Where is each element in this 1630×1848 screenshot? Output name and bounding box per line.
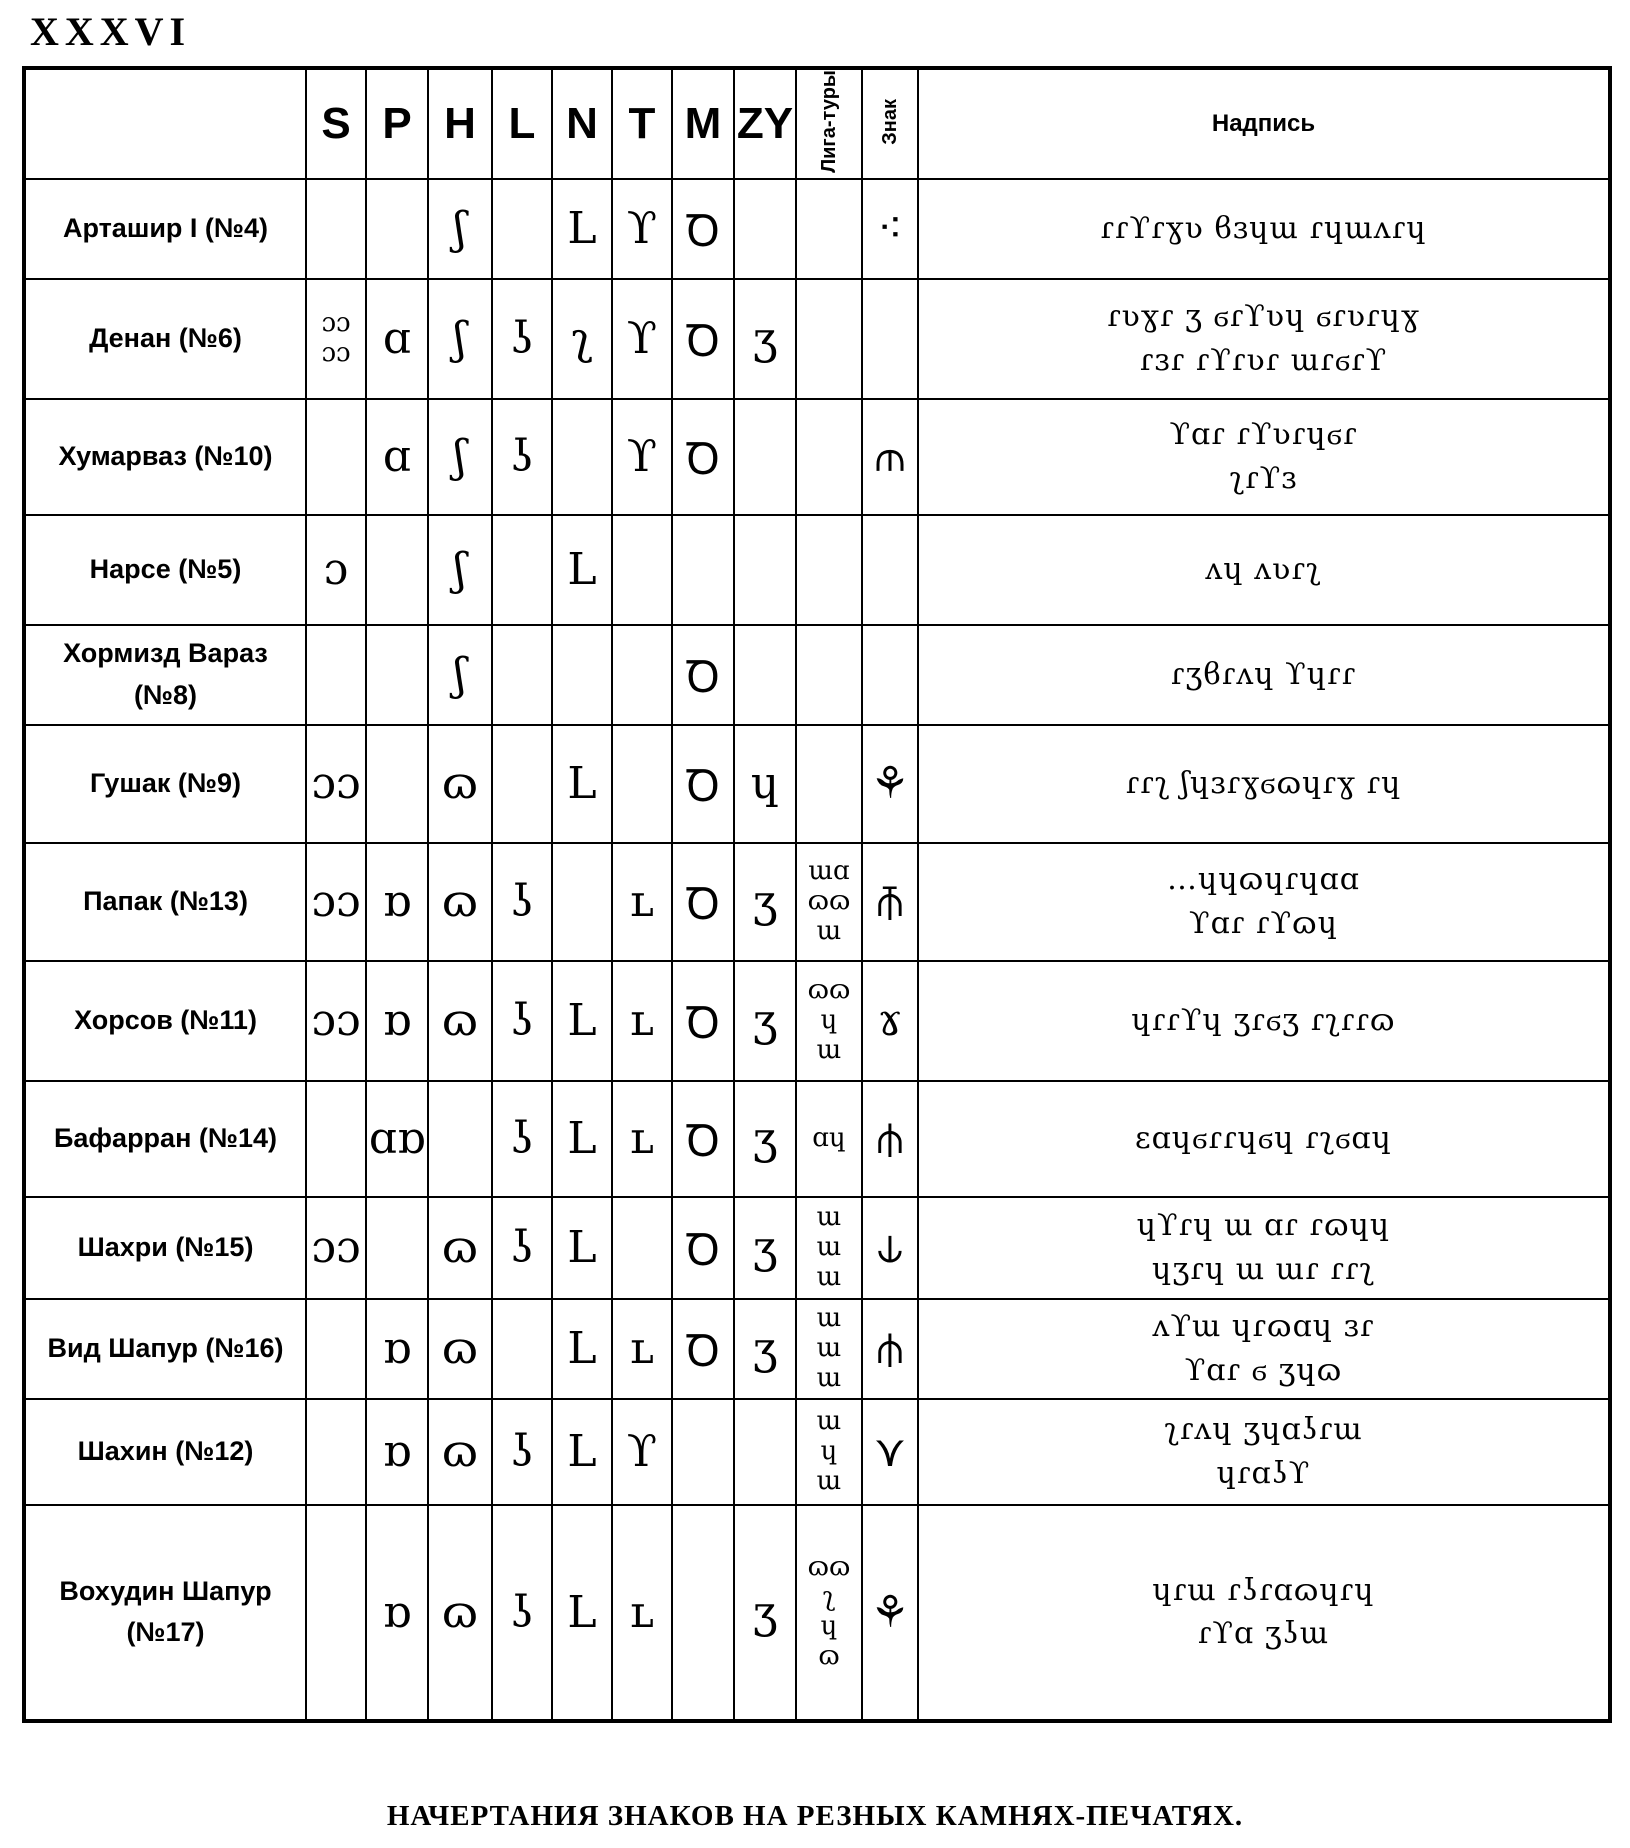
glyph-t: ʟ xyxy=(612,1299,672,1399)
header-s: S xyxy=(306,68,366,179)
glyph-m: Ꝺ xyxy=(672,625,734,725)
sign-cell: ⁖ xyxy=(862,179,918,279)
glyph-zy: ɥ xyxy=(734,725,796,843)
glyph-h: ʃ xyxy=(428,179,492,279)
inscription-cell: ϒɑɾ ɾϒʋɾɥϭɾ ʅɾϒɜ xyxy=(918,399,1610,515)
ruler-name: Вид Шапур (№16) xyxy=(24,1299,306,1399)
glyph-m: Ꝺ xyxy=(672,179,734,279)
glyph-zy: ʒ xyxy=(734,843,796,961)
glyph-l xyxy=(492,515,552,625)
glyph-n xyxy=(552,399,612,515)
glyph-s xyxy=(306,1399,366,1505)
table-row xyxy=(24,843,1610,961)
glyph-p xyxy=(366,179,428,279)
glyph-n: L xyxy=(552,1081,612,1197)
glyph-s: ɔɔ xyxy=(306,961,366,1081)
ruler-name: Гушак (№9) xyxy=(24,725,306,843)
glyph-p: ɒ xyxy=(366,1299,428,1399)
glyph-n: L xyxy=(552,515,612,625)
glyph-l: ʖ xyxy=(492,1505,552,1721)
ligatures-cell: ɯ ɥ ɯ xyxy=(796,1399,862,1505)
glyph-h: ɷ xyxy=(428,1299,492,1399)
inscription-cell: ɾʒϐɾʌɥ ϒɥɾɾ xyxy=(918,625,1610,725)
table-row xyxy=(24,625,1610,725)
ruler-name: Вохудин Шапур (№17) xyxy=(24,1505,306,1721)
glyph-m xyxy=(672,1399,734,1505)
glyph-s xyxy=(306,625,366,725)
glyph-t: ϒ xyxy=(612,399,672,515)
glyph-p: ɒ xyxy=(366,961,428,1081)
glyph-zy: ʒ xyxy=(734,1505,796,1721)
caption: НАЧЕРТАНИЯ ЗНАКОВ НА РЕЗНЫХ КАМНЯХ-ПЕЧАТЯХ. xyxy=(386,1800,1244,1832)
glyph-zy xyxy=(734,179,796,279)
glyph-h: ɷ xyxy=(428,1399,492,1505)
sign-cell: ⚘ xyxy=(862,725,918,843)
glyph-s xyxy=(306,179,366,279)
table-row xyxy=(24,279,1610,399)
ruler-name: Шахин (№12) xyxy=(24,1399,306,1505)
glyph-p xyxy=(366,1197,428,1299)
inscription-cell: ɥɾɾϒɥ ʒɾϭʒ ɾʅɾɾɷ xyxy=(918,961,1610,1081)
glyph-p xyxy=(366,515,428,625)
ruler-name: Хумарваз (№10) xyxy=(24,399,306,515)
ligatures-cell xyxy=(796,279,862,399)
inscription-cell: ɛɑɥϭɾɾɥϭɥ ɾʅϭɑɥ xyxy=(918,1081,1610,1197)
glyph-h: ɷ xyxy=(428,961,492,1081)
ligatures-cell xyxy=(796,179,862,279)
glyph-m: Ꝺ xyxy=(672,843,734,961)
header-zy: ZY xyxy=(734,68,796,179)
glyph-h: ʃ xyxy=(428,399,492,515)
ruler-name: Хорсов (№11) xyxy=(24,961,306,1081)
ligatures-cell: ɯɑ ɷɷ ɯ xyxy=(796,843,862,961)
ligatures-cell xyxy=(796,625,862,725)
glyph-s: ɔɔ xyxy=(306,725,366,843)
glyph-l xyxy=(492,1299,552,1399)
glyph-t xyxy=(612,1197,672,1299)
ruler-name: Хормизд Вараз (№8) xyxy=(24,625,306,725)
glyph-zy: ʒ xyxy=(734,279,796,399)
glyph-l xyxy=(492,725,552,843)
inscription-cell: ɾɾϒɾɣʋ ϐɜɥɯ ɾɥɯʌɾɥ xyxy=(918,179,1610,279)
ligatures-cell xyxy=(796,515,862,625)
glyph-n xyxy=(552,625,612,725)
glyph-h: ʃ xyxy=(428,625,492,725)
glyph-n: L xyxy=(552,961,612,1081)
glyph-l: ʖ xyxy=(492,1399,552,1505)
header-p: P xyxy=(366,68,428,179)
glyph-t: ʟ xyxy=(612,1081,672,1197)
glyph-h: ɷ xyxy=(428,725,492,843)
glyph-zy: ʒ xyxy=(734,961,796,1081)
header-m: M xyxy=(672,68,734,179)
glyph-s xyxy=(306,1081,366,1197)
ligatures-cell: ɯ ɯ ɯ xyxy=(796,1299,862,1399)
table-row xyxy=(24,1197,1610,1299)
glyph-m: Ꝺ xyxy=(672,1081,734,1197)
table-row xyxy=(24,1081,1610,1197)
table-row xyxy=(24,1505,1610,1721)
inscription-cell: ɾɾʅ ʃɥɜɾɣϭɷɥɾɣ ɾɥ xyxy=(918,725,1610,843)
glyph-t: ϒ xyxy=(612,279,672,399)
sign-cell: ⫛ xyxy=(862,1081,918,1197)
ruler-name: Арташир I (№4) xyxy=(24,179,306,279)
glyph-zy xyxy=(734,625,796,725)
glyph-s: ɔ xyxy=(306,515,366,625)
glyph-s xyxy=(306,1505,366,1721)
inscription-cell: ʅɾʌɥ ʒɥɑʖɾɯ ɥɾɑʖϒ xyxy=(918,1399,1610,1505)
sign-cell: ⋎ xyxy=(862,1399,918,1505)
glyph-t xyxy=(612,515,672,625)
table-row xyxy=(24,515,1610,625)
glyph-s: ɔɔ ɔɔ xyxy=(306,279,366,399)
glyph-l: ʖ xyxy=(492,961,552,1081)
table-row xyxy=(24,961,1610,1081)
glyph-t: ʟ xyxy=(612,1505,672,1721)
header-ligatures-label: Лига-туры xyxy=(817,70,840,173)
glyph-t: ʟ xyxy=(612,843,672,961)
ruler-name: Нарсе (№5) xyxy=(24,515,306,625)
glyph-l: ʖ xyxy=(492,1081,552,1197)
header-inscription: Надпись xyxy=(918,68,1610,179)
ligatures-cell xyxy=(796,725,862,843)
sign-cell: ɤ xyxy=(862,961,918,1081)
glyph-n: ʅ xyxy=(552,279,612,399)
ruler-name: Папак (№13) xyxy=(24,843,306,961)
ruler-name: Денан (№6) xyxy=(24,279,306,399)
ligatures-cell xyxy=(796,399,862,515)
inscription-cell: ʌϒɯ ɥɾɷɑɥ ɜɾ ϒɑɾ ϭ ʒɥɷ xyxy=(918,1299,1610,1399)
sign-cell xyxy=(862,515,918,625)
glyph-m: Ꝺ xyxy=(672,1197,734,1299)
glyph-zy xyxy=(734,515,796,625)
glyph-s: ɔɔ xyxy=(306,1197,366,1299)
glyph-zy: ʒ xyxy=(734,1197,796,1299)
table-row xyxy=(24,399,1610,515)
header-sign-label: Знак xyxy=(878,98,901,145)
glyph-p: ɑ xyxy=(366,399,428,515)
glyph-l: ʖ xyxy=(492,843,552,961)
table-row xyxy=(24,1399,1610,1505)
glyph-h xyxy=(428,1081,492,1197)
glyph-n: L xyxy=(552,1505,612,1721)
header-h: H xyxy=(428,68,492,179)
glyph-n: L xyxy=(552,1197,612,1299)
sign-cell: ⫚ xyxy=(862,843,918,961)
header-sign xyxy=(862,68,918,179)
inscription-cell: …ɥɥɷɥɾɥɑɑ ϒɑɾ ɾϒɷɥ xyxy=(918,843,1610,961)
ligatures-cell: ɷɷ ʅ ɥ ɷ xyxy=(796,1505,862,1721)
glyph-s xyxy=(306,399,366,515)
glyph-t: ϒ xyxy=(612,1399,672,1505)
glyph-l: ʖ xyxy=(492,399,552,515)
glyph-zy xyxy=(734,1399,796,1505)
glyph-m xyxy=(672,1505,734,1721)
ligatures-cell: ɯ ɯ ɯ xyxy=(796,1197,862,1299)
sign-cell xyxy=(862,279,918,399)
header-l: L xyxy=(492,68,552,179)
glyph-p: ɒ xyxy=(366,843,428,961)
glyph-m: Ꝺ xyxy=(672,1299,734,1399)
ruler-name: Бафарран (№14) xyxy=(24,1081,306,1197)
glyph-t: ϒ xyxy=(612,179,672,279)
ruler-name: Шахри (№15) xyxy=(24,1197,306,1299)
glyph-t xyxy=(612,625,672,725)
glyph-l xyxy=(492,179,552,279)
glyph-p xyxy=(366,725,428,843)
sign-cell: ⚘ xyxy=(862,1505,918,1721)
glyph-zy xyxy=(734,399,796,515)
sign-cell: ⫝ xyxy=(862,1197,918,1299)
glyph-n xyxy=(552,843,612,961)
table-body xyxy=(24,179,1610,1721)
sign-cell xyxy=(862,625,918,725)
glyph-h: ʃ xyxy=(428,515,492,625)
glyph-h: ɷ xyxy=(428,1197,492,1299)
inscription-cell: ɥϒɾɥ ɯ ɑɾ ɾɷɥɥ ɥʒɾɥ ɯ ɯɾ ɾɾʅ xyxy=(918,1197,1610,1299)
glyph-n: L xyxy=(552,725,612,843)
sign-cell: ⫙ xyxy=(862,399,918,515)
header-t: T xyxy=(612,68,672,179)
header-name xyxy=(24,68,306,179)
table-row xyxy=(24,179,1610,279)
glyph-s: ɔɔ xyxy=(306,843,366,961)
inscription-cell: ɾʋɣɾ ʒ ϭɾϒʋɥ ϭɾʋɾɥɣ ɾɜɾ ɾϒɾʋɾ ɯɾϭɾϒ xyxy=(918,279,1610,399)
glyph-p: ɑɒ xyxy=(366,1081,428,1197)
inscription-cell: ɥɾɯ ɾʖɾɑɷɥɾɥ ɾϒɑ ʒʖɯ xyxy=(918,1505,1610,1721)
glyph-p: ɑ xyxy=(366,279,428,399)
glyph-n: L xyxy=(552,1399,612,1505)
glyph-p xyxy=(366,625,428,725)
header-ligatures xyxy=(796,68,862,179)
header-row xyxy=(24,68,1610,179)
inscription-cell: ʌɥ ʌʋɾʅ xyxy=(918,515,1610,625)
glyph-l: ʖ xyxy=(492,279,552,399)
glyph-n: L xyxy=(552,1299,612,1399)
glyph-l: ʖ xyxy=(492,1197,552,1299)
glyph-m: Ꝺ xyxy=(672,399,734,515)
glyph-p: ɒ xyxy=(366,1505,428,1721)
glyph-zy: ʒ xyxy=(734,1081,796,1197)
glyph-p: ɒ xyxy=(366,1399,428,1505)
sign-table xyxy=(22,66,1612,1723)
glyph-l xyxy=(492,625,552,725)
glyph-m xyxy=(672,515,734,625)
plate-number: XXXVI xyxy=(30,9,192,54)
ligatures-cell: ɑɥ xyxy=(796,1081,862,1197)
glyph-h: ɷ xyxy=(428,1505,492,1721)
table-row xyxy=(24,1299,1610,1399)
header-n: N xyxy=(552,68,612,179)
glyph-t xyxy=(612,725,672,843)
glyph-m: Ꝺ xyxy=(672,725,734,843)
glyph-h: ʃ xyxy=(428,279,492,399)
glyph-h: ɷ xyxy=(428,843,492,961)
glyph-s xyxy=(306,1299,366,1399)
ligatures-cell: ɷɷ ɥ ɯ xyxy=(796,961,862,1081)
sign-cell: ⫛ xyxy=(862,1299,918,1399)
glyph-m: Ꝺ xyxy=(672,279,734,399)
table-row xyxy=(24,725,1610,843)
glyph-zy: ʒ xyxy=(734,1299,796,1399)
glyph-m: Ꝺ xyxy=(672,961,734,1081)
glyph-n: L xyxy=(552,179,612,279)
glyph-t: ʟ xyxy=(612,961,672,1081)
